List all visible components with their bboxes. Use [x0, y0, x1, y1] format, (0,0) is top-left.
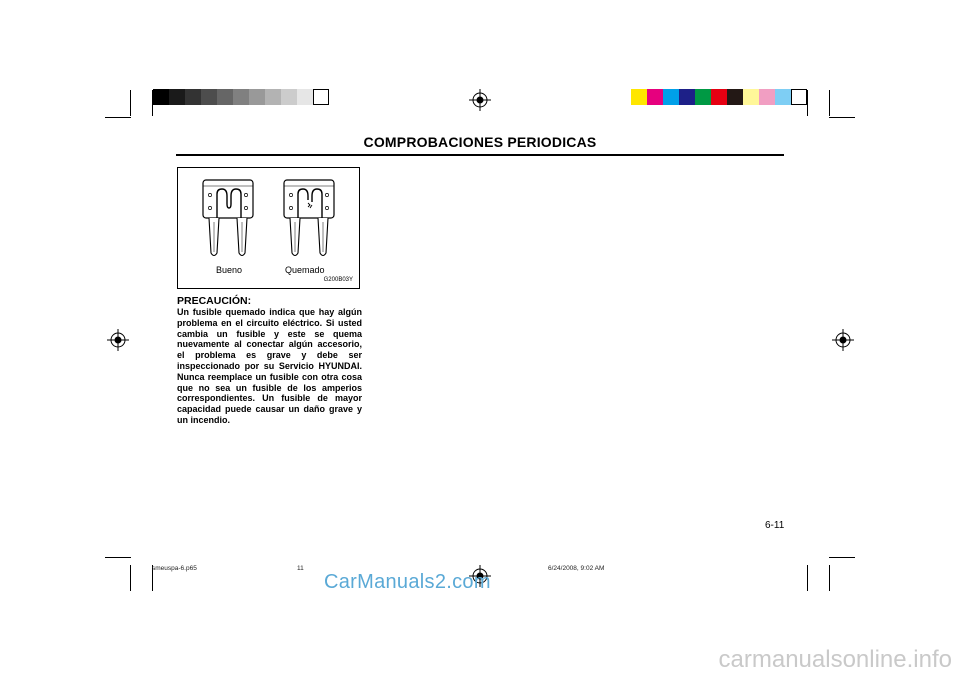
site-watermark[interactable]: carmanualsonline.info — [718, 646, 952, 673]
figure-code: G200B03Y — [323, 277, 353, 283]
color-swatch — [695, 89, 711, 105]
gray-swatch — [233, 89, 249, 105]
gray-swatch — [249, 89, 265, 105]
color-swatch — [791, 89, 807, 105]
page-title: COMPROBACIONES PERIODICAS — [363, 134, 597, 150]
gray-swatch — [217, 89, 233, 105]
color-swatch — [647, 89, 663, 105]
color-swatch — [679, 89, 695, 105]
slug-page: 11 — [297, 565, 304, 572]
gray-swatch — [265, 89, 281, 105]
label-blown: Quemado — [285, 265, 325, 275]
title-rule — [176, 154, 784, 156]
label-good: Bueno — [216, 265, 243, 275]
good-fuse-illustration — [200, 178, 256, 260]
gray-swatch — [153, 89, 169, 105]
registration-mark-right — [832, 329, 854, 351]
color-swatch — [759, 89, 775, 105]
color-swatch — [631, 89, 647, 105]
color-swatch — [711, 89, 727, 105]
brand-watermark[interactable]: CarManuals2.com — [324, 571, 491, 593]
registration-mark-left — [107, 329, 129, 351]
fuse-figure — [177, 167, 360, 289]
registration-mark-top — [469, 89, 491, 111]
gray-swatch — [169, 89, 185, 105]
blown-fuse-illustration — [281, 178, 337, 260]
caution-heading: PRECAUCIÓN: — [177, 295, 252, 307]
slug-file: smeuspa-6.p65 — [152, 565, 197, 572]
gray-swatch — [281, 89, 297, 105]
color-swatch — [727, 89, 743, 105]
page-number: 6-11 — [765, 520, 785, 531]
gray-swatch — [297, 89, 313, 105]
color-swatch — [743, 89, 759, 105]
gray-swatch — [185, 89, 201, 105]
caution-text: Un fusible quemado indica que hay algún problema en el circuito eléctrico. Si usted cambia un fusible y este se quema nuevamente al conectar algún accesorio, el problema es grave y debe ser inspeccionado por su Servicio HYUNDAI. Nunca reemplace un fusible con otra cosa que no sea un fusible de los amperios correspondientes. Un fusible de mayor capacidad puede causar un daño grave y un incendio. — [177, 307, 362, 425]
gray-swatch — [201, 89, 217, 105]
slug-date: 6/24/2008, 9:02 AM — [548, 565, 605, 572]
gray-swatch — [313, 89, 329, 105]
color-swatch — [775, 89, 791, 105]
color-swatch — [663, 89, 679, 105]
